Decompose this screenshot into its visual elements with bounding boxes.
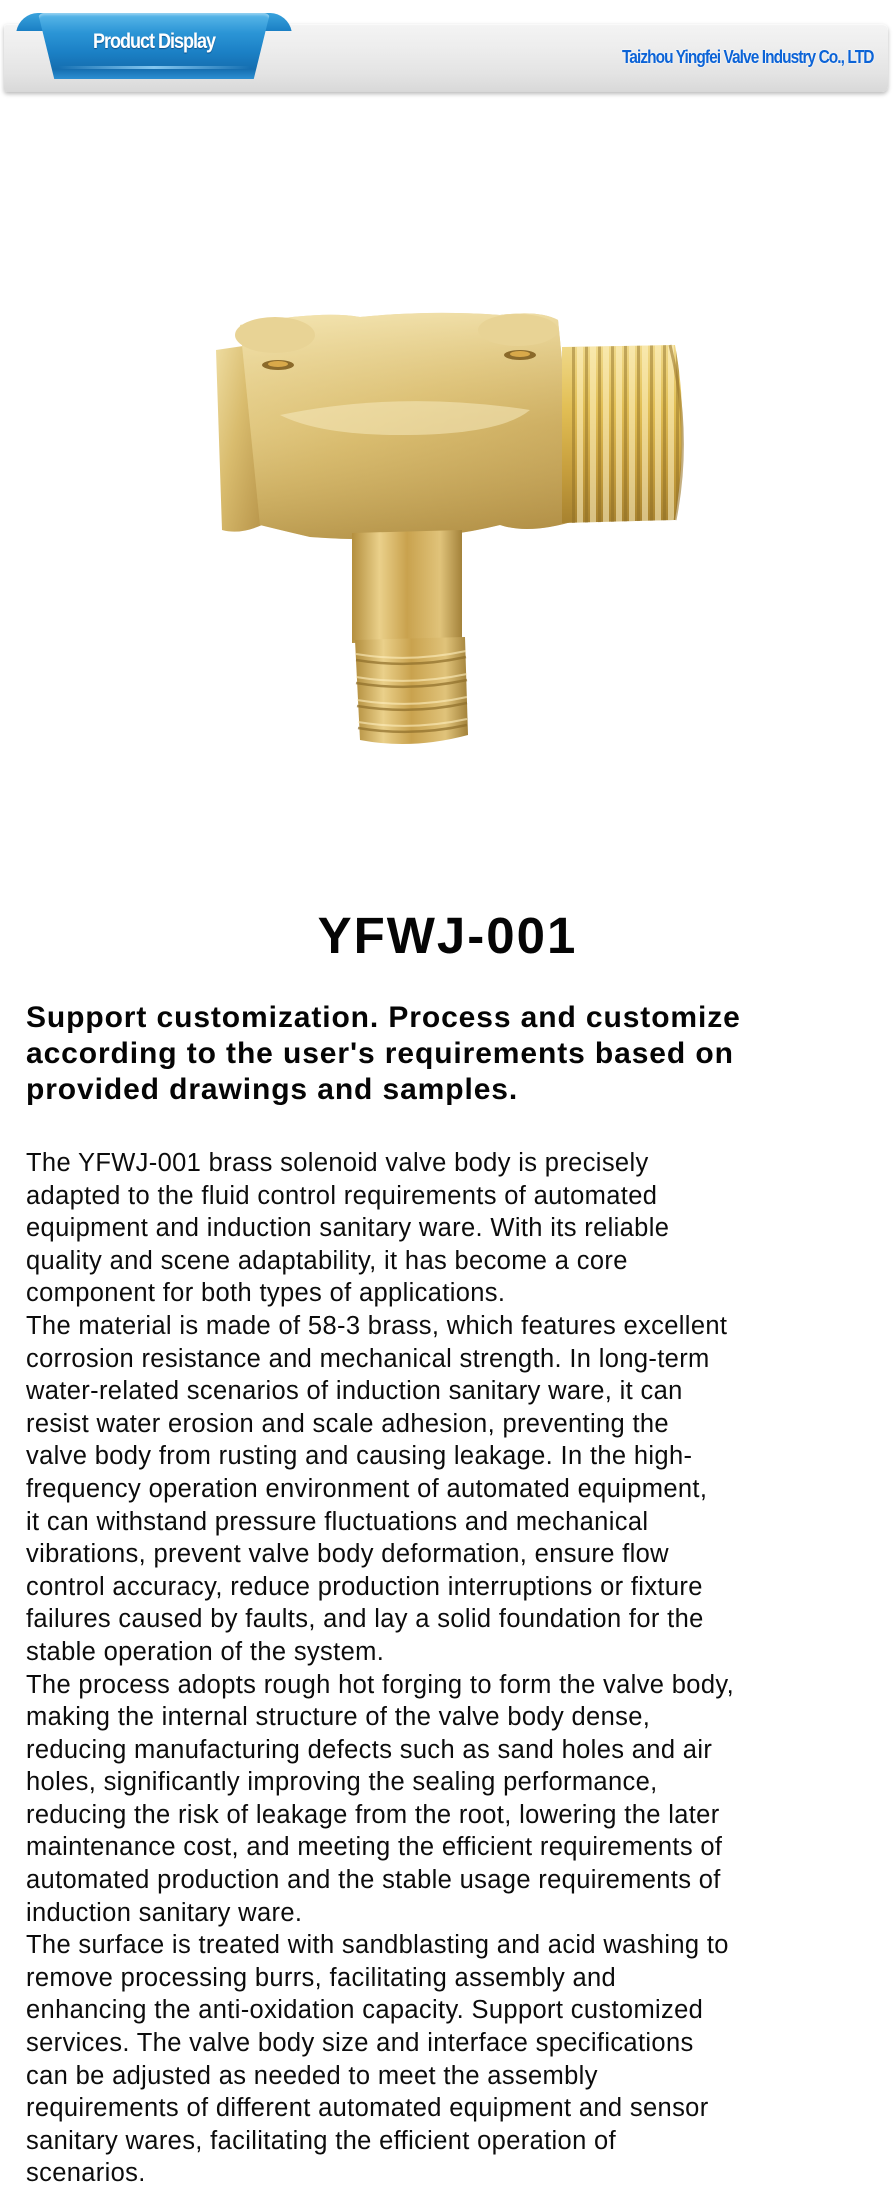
description-line: reducing the risk of leakage from the root, lowering the later <box>26 1800 720 1829</box>
product-image <box>200 285 700 765</box>
description-line: control accuracy, reduce production interruptions or fixture <box>26 1572 703 1601</box>
product-model-title: YFWJ-001 <box>317 907 578 964</box>
description-line: requirements of different automated equipment and sensor <box>26 2094 709 2123</box>
description-line: frequency operation environment of automated equipment, <box>26 1474 708 1503</box>
company-name: Taizhou Yingfei Valve Industry Co., LTD <box>621 47 873 67</box>
description-line: sanitary wares, facilitating the efficient operation of <box>26 2126 617 2155</box>
description-line: making the internal structure of the valve body dense, <box>26 1703 651 1732</box>
section-label: Product Display <box>92 30 216 53</box>
description-line: valve body from rusting and causing leakage. In the high- <box>26 1442 693 1471</box>
headline-line: according to the user's requirements based on <box>26 1037 734 1070</box>
description-line: equipment and induction sanitary ware. With its reliable <box>26 1214 670 1243</box>
description-line: adapted to the fluid control requirements of automated <box>26 1181 658 1210</box>
description-line: The YFWJ-001 brass solenoid valve body is precisely <box>26 1149 649 1177</box>
description-line: The process adopts rough hot forging to form the valve body, <box>26 1670 735 1699</box>
headline-line: Support customization. Process and customize <box>26 1001 741 1034</box>
description-line: it can withstand pressure fluctuations and mechanical <box>26 1507 649 1536</box>
description-line: reducing manufacturing defects such as sand holes and air <box>26 1735 713 1764</box>
description-line: corrosion resistance and mechanical strength. In long-term <box>26 1344 710 1373</box>
description-line: remove processing burrs, facilitating assembly and <box>26 1963 617 1992</box>
hose-barb-stem <box>352 530 462 643</box>
description-line: automated production and the stable usage requirements of <box>26 1866 721 1895</box>
brass-valve-body-illustration <box>200 285 700 765</box>
product-display-header <box>0 0 895 100</box>
description-line: resist water erosion and scale adhesion, preventing the <box>26 1409 669 1438</box>
customization-headline <box>26 1000 886 1108</box>
description-line: component for both types of applications. <box>26 1279 506 1308</box>
description-line: failures caused by faults, and lay a solid foundation for the <box>26 1605 704 1634</box>
description-line: scenarios. <box>26 2159 146 2188</box>
description-line: The surface is treated with sandblasting and acid washing to <box>26 1931 729 1960</box>
description-line: water-related scenarios of induction sanitary ware, it can <box>26 1377 683 1406</box>
description-line: stable operation of the system. <box>26 1637 385 1666</box>
description-line: The material is made of 58-3 brass, which features excellent <box>26 1311 728 1340</box>
headline-line: provided drawings and samples. <box>26 1073 519 1106</box>
ribbon-shine <box>58 66 250 69</box>
description-line: induction sanitary ware. <box>26 1898 303 1927</box>
description-line: can be adjusted as needed to meet the assembly <box>26 2061 598 2090</box>
description-line: enhancing the anti-oxidation capacity. Support customized <box>26 1996 704 2025</box>
description-line: vibrations, prevent valve body deformation, ensure flow <box>26 1540 669 1569</box>
product-description <box>26 1147 891 2190</box>
description-line: services. The valve body size and interface specifications <box>26 2029 694 2058</box>
description-line: holes, significantly improving the sealing performance, <box>26 1768 658 1797</box>
description-line: maintenance cost, and meeting the efficient requirements of <box>26 1833 723 1862</box>
description-line: quality and scene adaptability, it has become a core <box>26 1246 628 1275</box>
